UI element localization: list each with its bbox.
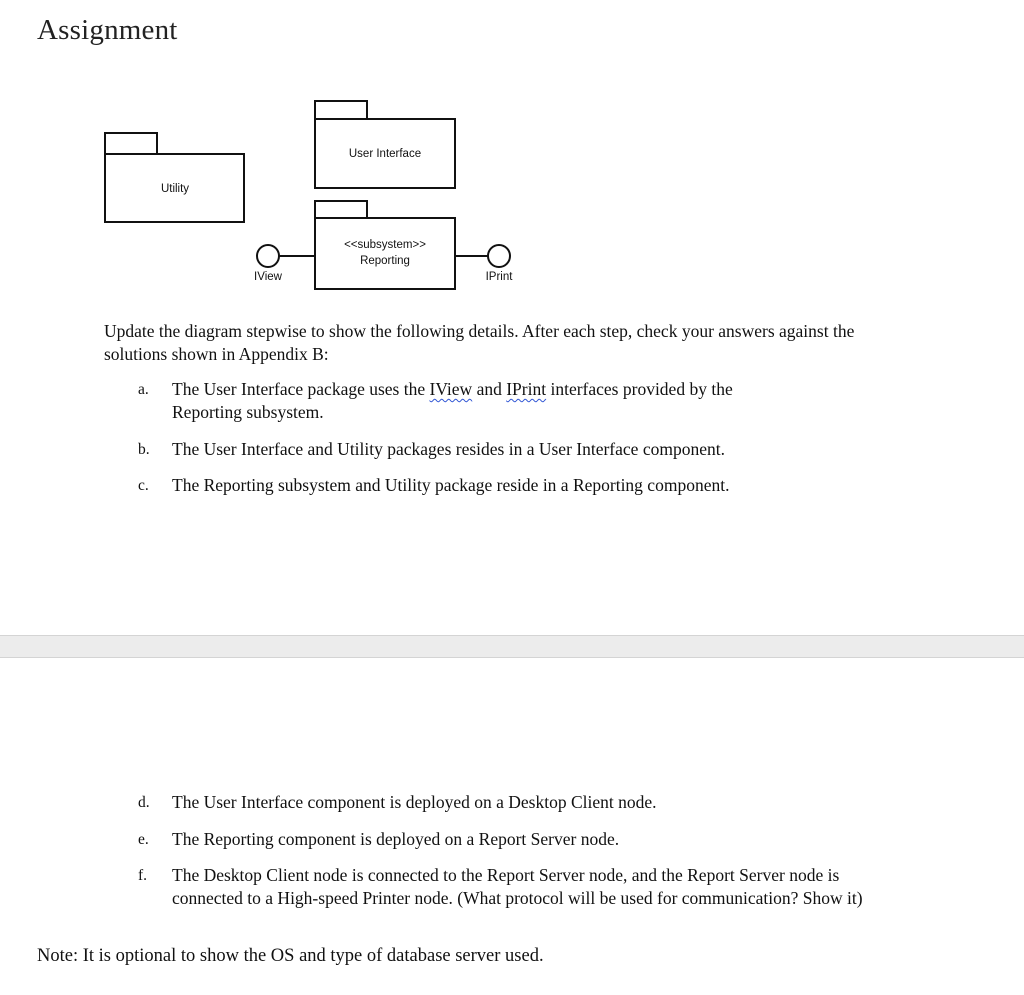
uml-package-diagram [0,0,1024,310]
list-marker: f. [138,867,148,884]
iview-interface [254,245,315,283]
utility-label: Utility [160,183,190,195]
iprint-spellcheck-word: IPrint [506,379,547,399]
user-interface-label: User Interface [348,148,422,160]
note-text: Note: It is optional to show the OS and type of database server used. [37,946,544,966]
list-marker: c. [138,477,149,494]
list-marker: e. [138,831,149,848]
reporting-stereotype-label: <<subsystem>> [344,239,426,251]
list-item-text: The Reporting subsystem and Utility package reside in a Reporting component. [172,475,730,495]
iprint-interface [455,245,513,283]
list-item-text: The User Interface and Utility packages resides in a User Interface component. [172,439,725,459]
utility-package [105,133,244,222]
list-marker: a. [138,381,149,398]
page-break-divider [0,635,1024,658]
iview-label: IView [254,271,282,283]
list-item-text: The Reporting component is deployed on a Report Server node. [172,829,620,849]
list-item-text: The User Interface component is deployed on a Desktop Client node. [172,792,657,812]
list-marker: d. [138,794,150,811]
user-interface-package [315,101,455,188]
reporting-subsystem-package [315,201,455,289]
iprint-label: IPrint [485,271,513,283]
list-marker: b. [138,441,150,458]
list-item-text: The User Interface package uses the IView and IPrint interfaces provided by the Reporting subsystem. [172,379,733,422]
page-title: Assignment [37,14,178,46]
list-item-text: The Desktop Client node is connected to the Report Server node, and the Report Server node is connected to a High-speed Printer node. (What protocol will be used for communication? Show it) [172,865,863,908]
instructions-intro: Update the diagram stepwise to show the following details. After each step, check your answers against the solutions shown in Appendix B: [104,321,855,364]
iview-spellcheck-word: IView [429,379,473,399]
reporting-label: Reporting [360,255,410,267]
